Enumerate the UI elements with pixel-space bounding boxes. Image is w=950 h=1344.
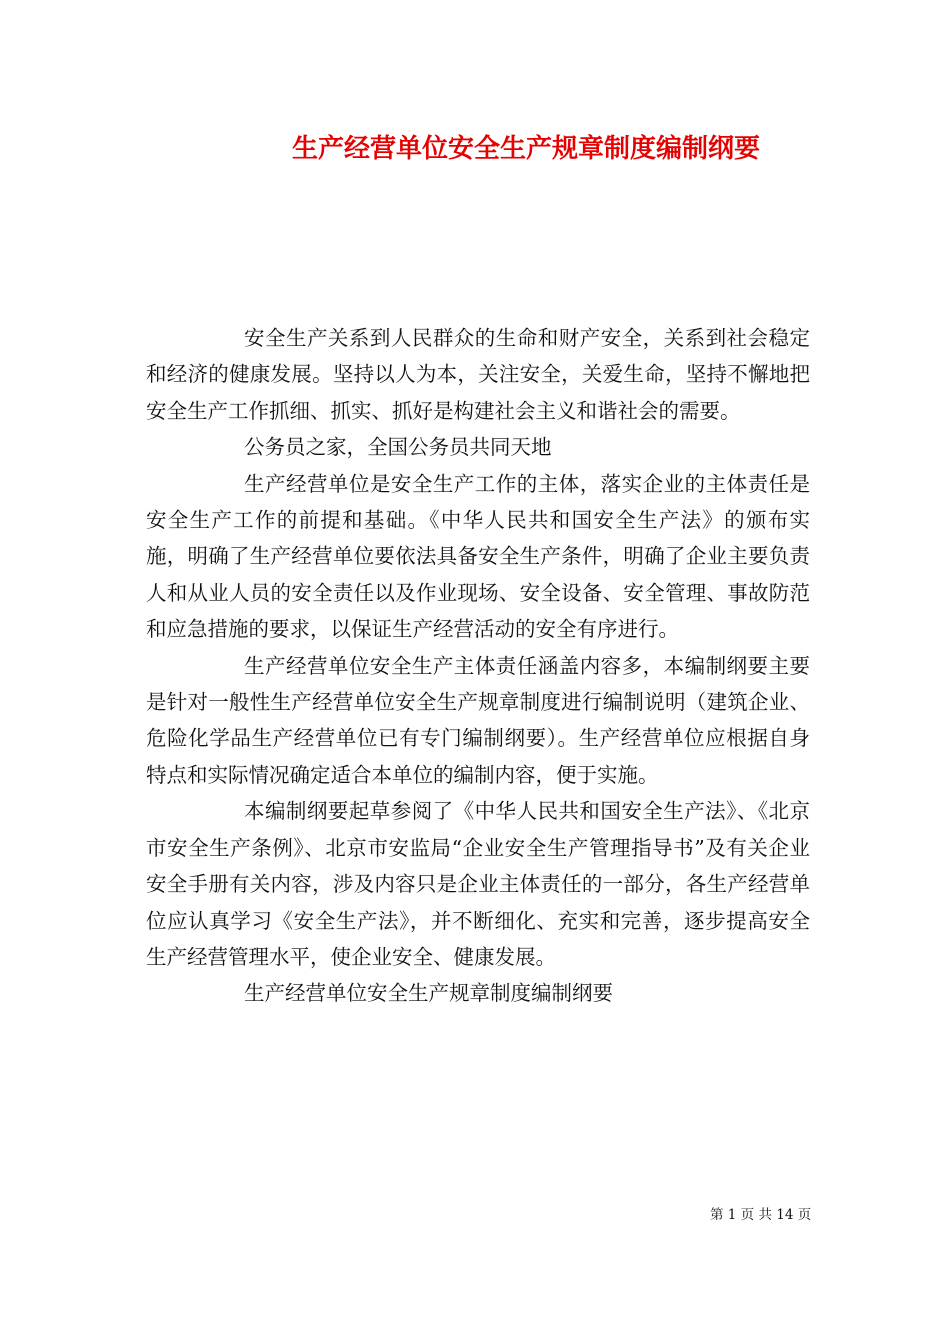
paragraph-slogan: 公务员之家，全国公务员共同天地	[244, 435, 552, 460]
paragraph-main-responsibility: 生产经营单位是安全生产工作的主体，落实企业的主体责任是安全生产工作的前提和基础。《中华人民共和国安全生产法》的颁布实施，明确了生产经营单位要依法具备安全生产条件，明确了企业主要负责人和从业人员的安全责任以及作业现场、安全设备、安全管理、事故防范和应急措施的要求，以保证生产经营活动的安全有序进行。	[146, 471, 810, 642]
paragraph-scope: 生产经营单位安全生产主体责任涵盖内容多，本编制纲要主要是针对一般性生产经营单位安全生产规章制度进行编制说明（建筑企业、危险化学品生产经营单位已有专门编制纲要）。生产经营单位应根据自身特点和实际情况确定适合本单位的编制内容，便于实施。	[146, 653, 810, 787]
paragraph-section-heading: 生产经营单位安全生产规章制度编制纲要	[244, 981, 613, 1006]
paragraph-references: 本编制纲要起草参阅了《中华人民共和国安全生产法》、《北京市安全生产条例》、北京市安监局“企业安全生产管理指导书”及有关企业安全手册有关内容，涉及内容只是企业主体责任的一部分，各生产经营单位应认真学习《安全生产法》，并不断细化、充实和完善，逐步提高安全生产经营管理水平，使企业安全、健康发展。	[146, 799, 810, 969]
page-title: 生产经营单位安全生产规章制度编制纲要	[291, 134, 760, 164]
document-body	[146, 320, 810, 1012]
paragraph-intro: 安全生产关系到人民群众的生命和财产安全，关系到社会稳定和经济的健康发展。坚持以人为本，关注安全，关爱生命，坚持不懈地把安全生产工作抓细、抓实、抓好是构建社会主义和谐社会的需要。	[146, 326, 810, 423]
page-number: 第 1 页 共 14 页	[710, 1207, 812, 1223]
